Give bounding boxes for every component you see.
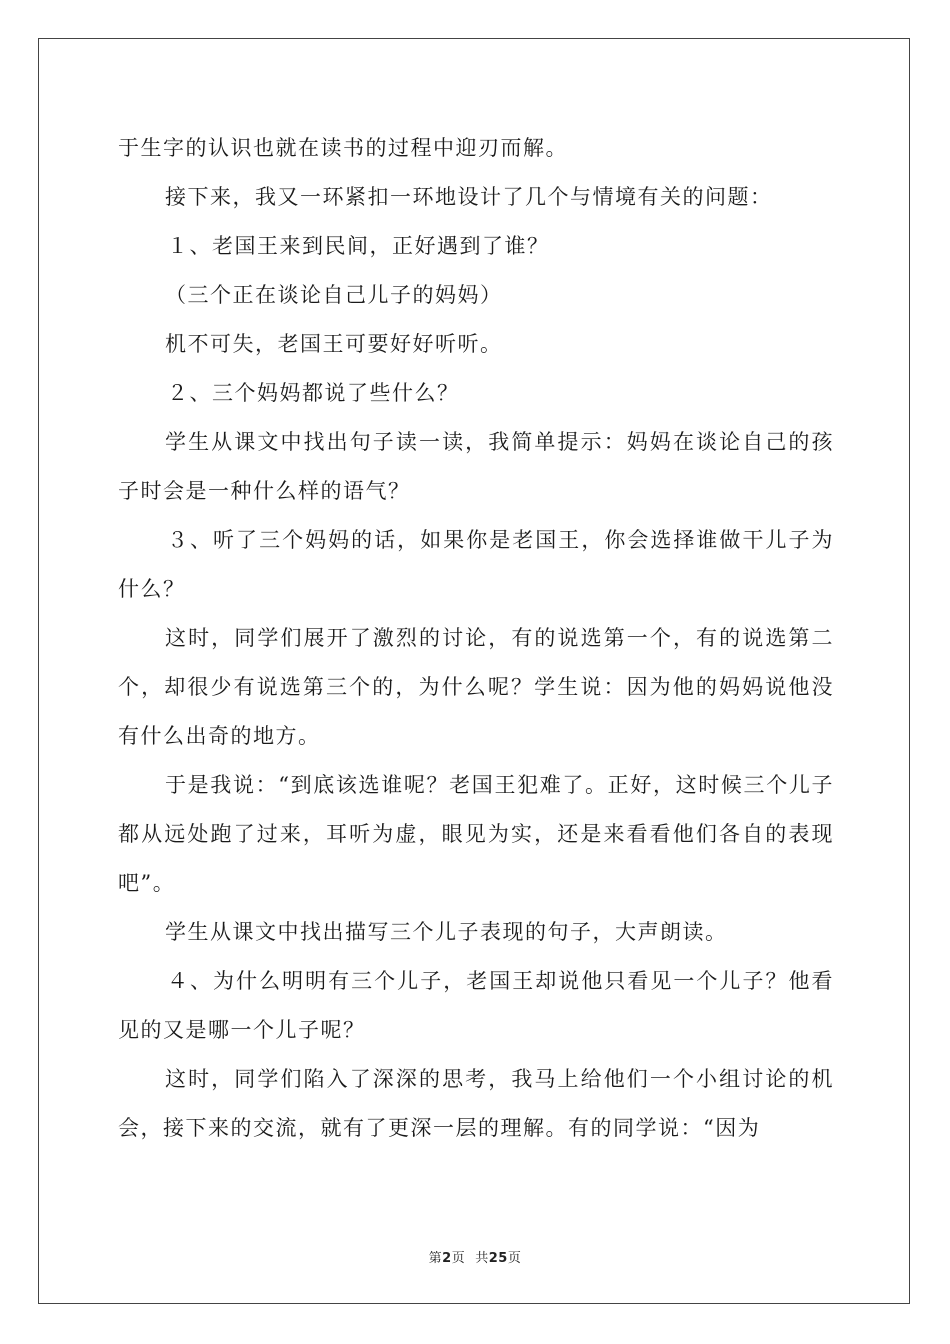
page-label-prefix: 第 — [428, 1251, 443, 1266]
paragraph-13: 这时，同学们陷入了深深的思考，我马上给他们一个小组讨论的机会，接下来的交流，就有了更深一层的理解。有的同学说：“因为 — [118, 1067, 834, 1140]
total-label-prefix: 共 — [475, 1251, 489, 1266]
paragraph-5: 机不可失，老国王可要好好听听。 — [165, 332, 503, 356]
page-number: 2 — [442, 1251, 452, 1266]
paragraph-7: 学生从课文中找出句子读一读，我简单提示：妈妈在谈论自己的孩子时会是一种什么样的语气？ — [118, 430, 834, 503]
paragraph-4: （三个正在谈论自己儿子的妈妈） — [165, 283, 503, 307]
total-label-suffix: 页 — [507, 1251, 522, 1266]
paragraph-8: ３、听了三个妈妈的话，如果你是老国王，你会选择谁做干儿子为什么？ — [118, 528, 834, 601]
paragraph-6: ２、三个妈妈都说了些什么？ — [167, 381, 460, 405]
paragraph-3: １、老国王来到民间，正好遇到了谁？ — [167, 234, 550, 258]
page-label-suffix: 页 — [451, 1251, 466, 1266]
paragraph-9: 这时，同学们展开了激烈的讨论，有的说选第一个，有的说选第二个，却很少有说选第三个的，为什么呢？学生说：因为他的妈妈说他没有什么出奇的地方。 — [118, 626, 834, 748]
total-pages: 25 — [488, 1251, 508, 1266]
page-footer — [0, 1247, 950, 1266]
paragraph-1: 于生字的认识也就在读书的过程中迎刃而解。 — [118, 136, 568, 160]
paragraph-12: ４、为什么明明有三个儿子，老国王却说他只看见一个儿子？他看见的又是哪一个儿子呢？ — [118, 969, 834, 1042]
paragraph-2: 接下来，我又一环紧扣一环地设计了几个与情境有关的问题： — [165, 185, 773, 209]
paragraph-11: 学生从课文中找出描写三个儿子表现的句子，大声朗读。 — [165, 920, 728, 944]
paragraph-10: 于是我说：“到底该选谁呢？老国王犯难了。正好，这时候三个儿子都从远处跑了过来，耳听为虚，眼见为实，还是来看看他们各自的表现吧”。 — [118, 773, 834, 895]
document-body — [118, 124, 834, 1153]
